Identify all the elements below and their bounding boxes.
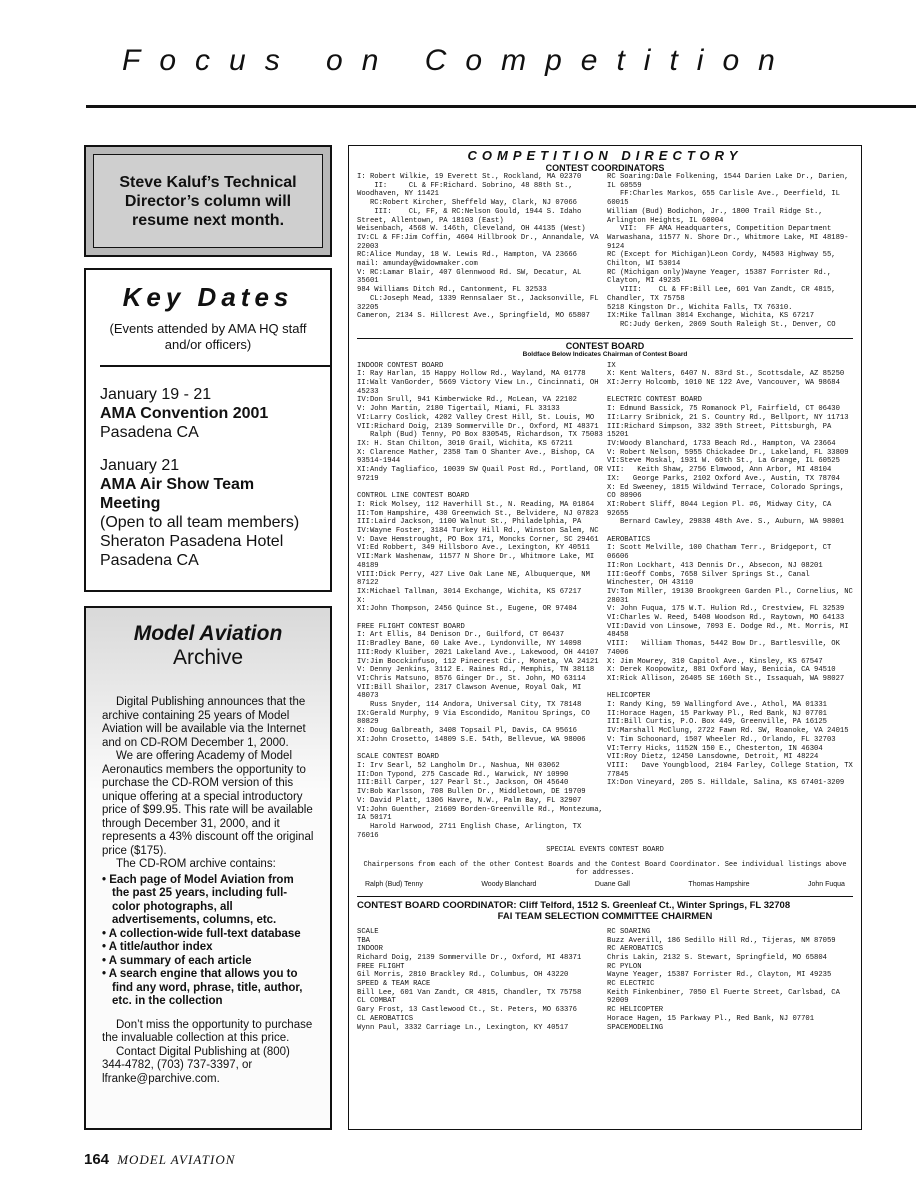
archive-bullet: • Each page of Model Aviation from the past 25 years, including full-color photographs, all advertisements, columns, etc. [102,873,294,926]
coordinators-title: CONTEST COORDINATORS [545,163,665,173]
archive-contents-list [102,874,314,1009]
coordinators-list [357,173,853,330]
contest-board-list [357,362,853,841]
event-date: January 21 [100,457,180,474]
special-events-text: Chairpersons from each of the other Contest Boards and the Contest Board Coordinator. See individual listings above for addresses. [363,860,847,878]
contest-board-right-column: IX X: Kent Walters, 6407 N. 83rd St., Scottsdale, AZ 85250 XI:Jerry Holcomb, 1010 NE 122 Ave, Vancouver, WA 98684 ELECTRIC CONTEST BOARD I: Edmund Bassick, 75 Romanock Pl, Fairfield, CT 06430 II:Larry Sribnick, 21 S. Country Rd., Bellport, NY 11713 III:Richard Simpson, 332 39th Street, Pittsburgh, PA 15201 IV:Woody Blanchard, 1733 Beach Rd., Hampton, VA 23664 V: Robert Nelson, 5955 Chickadee Dr., Lakeland, FL 33809 VI:Steve Moskal, 1931 W. 60th St., La Grange, IL 60525 VII: Keith Shaw, 2756 Elmwood, Ann Arbor, MI 48104 IX: George Parks, 2102 Oxford Ave., Austin, TX 78704 X: Ed Sweeney, 1815 Wildwind Terrace, Colorado Springs, CO 80906 XI:Robert Sliff, 8044 Legion Pl. #6, Midway City, CA 92655 Bernard Cawley, 29838 48th Ave. S., Auburn, WA 98001 AEROBATICS I: Scott Melville, 100 Chatham Terr., Bridgeport, CT 06606 II:Ron Lockhart, 413 Dennis Dr., Absecon, NJ 08201 III:Geoff Combs, 7658 Silver Springs St., Canal Winchester, OH 43110 IV:Tom Miller, 19130 Brookgreen Garden Pl., Cornelius, NC 28031 V: John Fuqua, 175 W.T. Hulion Rd., Crestview, FL 32539 VI:Charles W. Reed, 5408 Woodson Rd., Raytown, MO 64133 VII:David von Linsowe, 7093 E. Dodge Rd., Mt. Morris, MI 48458 VIII: William Thomas, 5442 Bow Dr., Bartlesville, OK 74006 X: Jim Mowrey, 310 Capitol Ave., Kinsley, KS 67547 X: Derek Koopowitz, 881 Oxford Way, Benicia, CA 94510 XI:Rick Allison, 26405 SE 160th St., Issaquah, WA 98027 HELICOPTER I: Randy King, 59 Wallingford Ave., Athol, MA 01331 II:Horace Hagen, 15 Parkway Pl., Red Bank, NJ 07701 III:Bill Curtis, P.O. Box 449, Greenville, PA 16125 IV:Marshall McClung, 2722 Fawn Rd. SW, Roanoke, VA 24015 V: Tim Schoonard, 1507 Wheeler Rd., Orlando, FL 32703 VI:Terry Hicks, 1152N 150 E., Chesterton, IN 46304 VII:Roy Dietz, 12450 Lansdowne, Detroit, MI 48224 VIII: Dave Youngblood, 2104 Farley, College Station, TX 77845 IX:Don Vineyard, 205 S. Hilldale, Salina, KS 67401-3209 [607,361,853,788]
divider [357,338,853,339]
archive-box [84,606,332,1130]
event-location: Pasadena CA [100,424,199,441]
directory-title: COMPETITION DIRECTORY [467,148,743,163]
key-dates-title: Key Dates [122,282,294,312]
event-name: AMA Convention 2001 [100,405,269,422]
event-location: Pasadena CA [100,552,199,569]
archive-contact: Contact Digital Publishing at (800) 344-4782, (703) 737-3397, or lfranke@parchive.com. [102,1045,290,1085]
archive-paragraph: The CD-ROM archive contains: [116,858,276,870]
fai-committee-title: FAI TEAM SELECTION COMMITTEE CHAIRMEN [497,910,713,922]
archive-title-line1: Model Aviation [133,622,283,645]
page-footer [84,1151,235,1168]
archive-bullet: • A title/author index [102,941,213,953]
special-events-names [357,881,853,888]
archive-bullet: • A collection-wide full-text database [102,927,301,940]
competition-directory [348,145,862,1130]
archive-paragraph: We are offering Academy of Model Aeronautics members the opportunity to purchase the CD-ROM version of this unique offering at a special introductory price of $99.95. This rate will be available through December 31, 2000, and it represents a 43% discount off the original price ($175). [102,750,314,857]
contest-board-coordinator: CONTEST BOARD COORDINATOR: Cliff Telford, 1512 S. Greenleaf Ct., Winter Springs, FL 32708 [357,896,853,911]
coordinators-left-column: I: Robert Wilkie, 19 Everett St., Rockland, MA 02370 II: CL & FF:Richard. Sobrino, 48 88th St., Woodhaven, NY 11421 RC:Robert Kircher, Sheffeld Way, Clark, NJ 07066 III: CL, FF, & RC:Nelson Gould, 1944 S. Idaho Street, Allentown, PA 18103 (East) Weisenbach, 4568 W. 146th, Cleveland, OH 44135 (West) IV:CL & FF:Jim Coffin, 4604 Hillbrook Dr., Annandale, VA 22003 RC:Alice Munday, 18 W. Lewis Rd., Hampton, VA 23666 mail: amunday@widowmaker.com V: RC:Lamar Blair, 407 Glennwood Rd. SW, Decatur, AL 35601 984 Williams Ditch Rd., Cantonment, FL 32533 CL:Joseph Mead, 1339 Rennsalaer St., Jacksonville, FL 32205 Cameron, 2134 S. Hillcrest Ave., Springfield, MO 65807 [357,173,599,321]
section-title: Focus on Competition [122,44,794,77]
event-date: January 19 - 21 [100,386,212,403]
fai-committee-list [357,928,853,1032]
contest-board-left-column: INDOOR CONTEST BOARD I: Ray Harlan, 15 Happy Hollow Rd., Wayland, MA 01778 II:Walt VanGorder, 5669 Victory View Ln., Cincinnati, OH 45233 IV:Don Srull, 941 Kimberwicke Rd., McLean, VA 22102 V: John Martin, 2180 Tigertail, Miami, FL 33133 VI:Larry Coslick, 4202 Valley Crest Hill, St. Louis, MO VII:Richard Doig, 2139 Sommerville Dr., Oxford, MI 48371 Ralph (Bud) Tenny, PO Box 830545, Richardson, TX 75083 IX: H. Stan Chilton, 3010 Grail, Wichita, KS 67211 X: Clarence Mather, 2358 Tam O Shanter Ave., Bishop, CA 93514-1944 XI:Andy Tagliafico, 10039 SW Quail Post Rd., Portland, OR 97219 CONTROL LINE CONTEST BOARD I: Rick Molsey, 112 Haverhill St., N. Reading, MA 01864 II:Tom Hampshire, 430 Greenwich St., Belvidere, NJ 07823 III:Laird Jackson, 1100 Walnut St., Philadelphia, PA IV:Wayne Foster, 3184 Turkey Hill Rd., Winston Salem, NC V: Dave Hemstrought, PO Box 171, Moncks Corner, SC 29461 VI:Ed Robbert, 349 Hillsboro Ave., Lexington, KY 40511 VII:Mark Washenaw, 11577 N Shore Dr., Whitmore Lake, MI 48189 VIII:Dick Perry, 427 Live Oak Lane NE, Albuquerque, NM 87122 IX:Michael Tallman, 3014 Exchange, Wichita, KS 67217 X: XI:John Thompson, 2456 Quince St., Eugene, OR 97404 FREE FLIGHT CONTEST BOARD I: Art Ellis, 84 Denison Dr., Guilford, CT 06437 II:Bradley Bane, 60 Lake Ave., Lyndonville, NY 14098 III:Rody Kluiber, 2021 Lakeland Ave., Lakewood, OH 44107 IV:Jim Bocckinfuso, 112 Pinecrest Cir., Moneta, VA 24121 V: Denny Jenkins, 3112 E. Raines Rd., Memphis, TN 38118 VI:Chris Matsuno, 8576 Ginger Dr., St. John, MO 63114 VII:Bill Shailor, 2317 Clawson Avenue, Royal Oak, MI 48073 Russ Snyder, 114 Andora, Universal City, TX 78148 IX:Gerald Murphy, 9 Via Escondido, Manitou Springs, CO 80829 X: Doug Galbreath, 3408 Topsail Pl, Davis, CA 95616 XI:John Crosetto, 14809 S.E. 54th, Bellevue, WA 98006 SCALE CONTEST BOARD I: Irv Searl, 52 Langholm Dr., Nashua, NH 03062 II:Don Typond, 275 Cascade Rd., Warwick, NY 10990 III:Bill Carper, 127 Pearl St., Jackson, OH 45640 IV:Bob Karlsson, 708 Bullen Dr., Middletown, DE 19709 V: David Platt, 1306 Havre, N.W., Palm Bay, FL 32907 VI:John Guenther, 21609 Borden-Greenville Rd., Montezuma, IA 50171 Harold Harwood, 2711 English Chase, Arlington, TX 76016 [357,361,603,840]
contest-board-subtitle: Boldface Below Indicates Chairman of Contest Board [522,350,688,358]
kaluf-notice-text: Steve Kaluf’s Technical Director’s column will resume next month. [93,154,323,248]
key-dates-subtitle: (Events attended by AMA HQ staff and/or officers) [109,321,307,352]
kaluf-notice-box [84,145,332,257]
special-events-name: Thomas Hampshire [688,880,750,888]
coordinators-right-column: RC Soaring:Dale Folkening, 1544 Darien Lake Dr., Darien, IL 60559 FF:Charles Markos, 655 Carlisle Ave., Deerfield, IL 60015 William (Bud) Bodichon, Jr., 1800 Trail Ridge St., Arlington Heights, IL 60004 VII: FF AMA Headquarters, Competition Department Warwashana, 11577 N. Shore Dr., Whitmore Lake, MI 48189-9124 RC (Except for Michigan)Leon Cordy, N4503 Highway 55, Chilton, WI 53014 RC (Michigan only)Wayne Yeager, 15387 Forrister Rd., Clayton, MI 49235 VIII: CL & FF:Bill Lee, 601 Van Zandt, CR 4815, Chandler, TX 75758 5218 Kingston Dr., Wichita Falls, TX 76310. IX:Mike Tallman 3014 Exchange, Wichita, KS 67217 RC:Judy Gerken, 2069 South Raleigh St., Denver, CO [607,173,849,329]
special-events-name: John Fuqua [807,880,845,888]
special-events-name: Duane Gall [594,880,630,888]
archive-bullet: • A search engine that allows you to find any word, phrase, title, author, etc. in the collection [102,968,303,1007]
special-events-name: Woody Blanchard [481,880,537,888]
header-rule [86,105,916,108]
key-dates-rule [100,365,330,367]
fai-left-column: SCALE TBA INDOOR Richard Doig, 2139 Sommerville Dr., Oxford, MI 48371 FREE FLIGHT Gil Morris, 2810 Brackley Rd., Columbus, OH 43220 SPEED & TEAM RACE Bill Lee, 601 Van Zandt, CR 4815, Chandler, TX 75758 CL COMBAT Gary Frost, 13 Castlewood Ct., St. Peters, MO 63376 CL AEROBATICS Wynn Paul, 3332 Carriage Ln., Lexington, KY 40517 [357,927,582,1032]
event-detail: (Open to all team members) Sheraton Pasadena Hotel [100,514,300,550]
archive-bullet: • A summary of each article [102,954,252,967]
key-date-event [100,456,316,570]
special-events-name: Ralph (Bud) Tenny [365,880,423,888]
page-number: 164 [84,1151,110,1168]
event-name: AMA Air Show Team Meeting [100,476,255,512]
archive-title-line2: Archive [172,646,244,669]
key-dates-box [84,268,332,592]
fai-right-column: RC SOARING Buzz Averill, 186 Sedillo Hill Rd., Tijeras, NM 87059 RC AEROBATICS Chris Lakin, 2132 S. Stewart, Springfield, MO 65804 RC PYLON Wayne Yeager, 15387 Forrister Rd., Clayton, MI 49235 RC ELECTRIC Keith Finkenbiner, 7050 El Fuerte Street, Carlsbad, CA 92009 RC HELICOPTER Horace Hagen, 15 Parkway Pl., Red Bank, NJ 07701 SPACEMODELING [607,927,840,1032]
key-date-event [100,385,316,442]
special-events-title: SPECIAL EVENTS CONTEST BOARD [546,846,664,855]
contest-board-title: CONTEST BOARD [565,340,645,351]
archive-paragraph: Don’t miss the opportunity to purchase the invaluable collection at this price. [102,1018,313,1044]
archive-paragraph: Digital Publishing announces that the archive containing 25 years of Model Aviation will be available via the Internet and on CD-ROM December 1, 2000. [102,696,306,749]
magazine-name: MODEL AVIATION [117,1152,236,1167]
